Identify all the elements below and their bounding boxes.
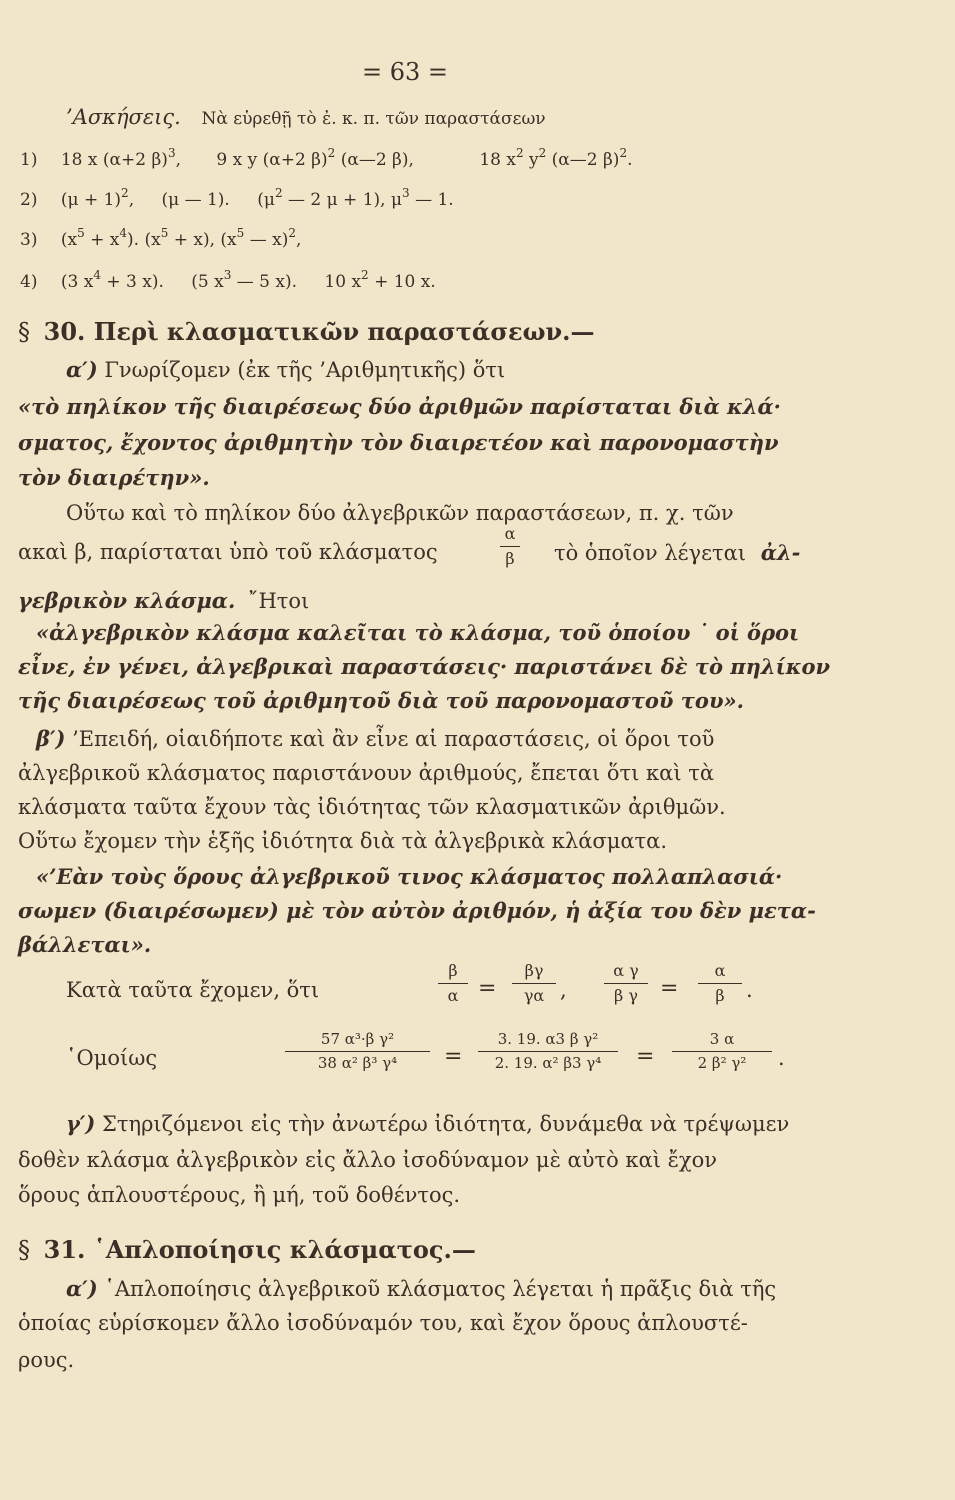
equation-1-lead: Κατὰ ταῦτα ἔχομεν, ὅτι xyxy=(66,978,320,1002)
quote-3-line-3: βάλλεται». xyxy=(18,932,152,957)
exercises-instruction: Νὰ εὑρεθῇ τὸ ἐ. κ. π. τῶν παραστάσεων xyxy=(201,109,546,129)
section-31-heading: § 31. ῾Απλοποίησις κλάσματος.— xyxy=(18,1235,476,1264)
page-number: = 63 = xyxy=(362,58,449,86)
exercise-2: 2) $(\mu + 1)^2$, (μ — 1). ($\mu^2$ — 2 μ + 1), $\mu^3$ — 1. xyxy=(20,186,454,210)
para-1-line-3: γεβρικὸν κλάσμα. ῎Ητοι xyxy=(18,588,310,613)
section-30-b-line-3: κλάσματα ταῦτα ἔχουν τὰς ἰδιότητας τῶν κλασματικῶν ἀριθμῶν. xyxy=(18,795,726,819)
section-30-c-line-3: ὅρους ἁπλουστέρους, ἢ μή, τοῦ δοθέντος. xyxy=(18,1183,461,1207)
section-30-heading: § 30. Περὶ κλασματικῶν παραστάσεων.— xyxy=(18,317,595,346)
para-1-line-2a: ακαὶ β, παρίσταται ὑπὸ τοῦ κλάσματος xyxy=(18,540,438,564)
quote-2-line-2: εἶνε, ἐν γένει, ἀλγεβρικαὶ παραστάσεις· παριστάνει δὲ τὸ πηλίκον xyxy=(18,654,831,679)
exercises-title: ’Ασκήσεις. xyxy=(66,105,181,129)
quote-3-line-2: σωμεν (διαιρέσωμεν) μὲ τὸν αὐτὸν ἀριθμόν, ἡ ἀξία του δὲν μετα- xyxy=(18,898,816,923)
fraction-alpha-beta: α β xyxy=(500,526,520,567)
quote-2-line-3: τῆς διαιρέσεως τοῦ ἀριθμητοῦ διὰ τοῦ παρονομαστοῦ του». xyxy=(18,688,744,713)
quote-3-line-1: «’Εὰν τοὺς ὅρους ἀλγεβρικοῦ τινος κλάσματος πολλαπλασιά· xyxy=(36,864,783,889)
section-30-a-line: α′) Γνωρίζομεν (ἐκ τῆς ’Αριθμητικῆς) ὅτι xyxy=(66,357,506,382)
section-30-b-line-2: ἀλγεβρικοῦ κλάσματος παριστάνουν ἀριθμούς, ἔπεται ὅτι καὶ τὰ xyxy=(18,761,715,785)
quote-1-line-2: σματος, ἔχοντος ἀριθμητὴν τὸν διαιρετέον καὶ παρονομαστὴν xyxy=(18,430,779,455)
quote-2-line-1: «ἀλγεβρικὸν κλάσμα καλεῖται τὸ κλάσμα, τοῦ ὁποίου ˙ οἱ ὅροι xyxy=(36,620,800,645)
section-30-b-line-1: β′) ’Επειδή, οἱαιδήποτε καὶ ἂν εἶνε αἱ παραστάσεις, οἱ ὅροι τοῦ xyxy=(36,726,715,751)
equation-2-lead: ῾Ομοίως xyxy=(66,1046,158,1070)
book-page: = 63 = ’Ασκήσεις. Νὰ εὑρεθῇ τὸ ἐ. κ. π. τῶν παραστάσεων 1) 18 x (α+2 β)$^3$, 9 x y (α+2 β)$^2$ (α—2 β), 18 $x^2$ $y^2$ (α—2 β)$^2$. 2) $(\mu + 1)^2$, (μ — 1). ($\mu^2$ — 2 μ + 1), $\mu^3$ — 1. 3) $(x^5 + x^4)$. $(x^5 + x)$, ($x^5$ — x)$^2$, 4) (3 $x^4 + 3$ x). (5 $x^3$ — 5 x). 10 $x^2 + 10$ x. § 30. Περὶ κλασματικῶν παραστάσεων.— α′) Γνωρίζομεν (ἐκ τῆς ’Αριθμητικῆς) ὅτι «τὸ πηλίκον τῆς διαιρέσεως δύο ἀριθμῶν παρίσταται διὰ κλά· σματος, ἔχοντος ἀριθμητὴν τὸν διαιρετέον καὶ παρονομαστὴν τὸν διαιρέτην». Οὕτω καὶ τὸ πηλίκον δύο ἀλγεβρικῶν παραστάσεων, π. χ. τῶν ακαὶ β, παρίσταται ὑπὸ τοῦ κλάσματος α β τὸ ὁποῖον λέγεται ἀλ- γεβρικὸν κλάσμα. ῎Ητοι «ἀλγεβρικὸν κλάσμα καλεῖται τὸ κλάσμα, τοῦ ὁποίου ˙ οἱ ὅροι εἶνε, ἐν γένει, ἀλγεβρικαὶ παραστάσεις· παριστάνει δὲ τὸ πηλίκον τῆς διαιρέσεως τοῦ ἀριθμητοῦ διὰ τοῦ παρονομαστοῦ του». β′) ’Επειδή, οἱαιδήποτε καὶ ἂν εἶνε αἱ παραστάσεις, οἱ ὅροι τοῦ ἀλγεβρικοῦ κλάσματος παριστάνουν ἀριθμούς, ἔπεται ὅτι καὶ τὰ κλάσματα ταῦτα ἔχουν τὰς ἰδιότητας τῶν κλασματικῶν ἀριθμῶν. Οὕτω ἔχομεν τὴν ἑξῆς ἰδιότητα διὰ τὰ ἀλγεβρικὰ κλάσματα. «’Εὰν τοὺς ὅρους ἀλγεβρικοῦ τινος κλάσματος πολλαπλασιά· σωμεν (διαιρέσωμεν) μὲ τὸν αὐτὸν ἀριθμόν, ἡ ἀξία του δὲν μετα- βάλλεται». Κατὰ ταῦτα ἔχομεν, ὅτι β α = βγ γα , α γ β γ = α β . ῾Ομοίως 57 α³·β γ² 38 α² β³ γ⁴ = 3. 19. α3 β γ² 2. 19. α² β3 γ⁴ = 3 α 2 β² γ² . γ′) Στηριζόμενοι εἰς τὴν ἀνωτέρω ἰδιότητα, δυνάμεθα νὰ τρέψωμεν δοθὲν κλάσμα ἀλγεβρικὸν εἰς ἄλλο ἰσοδύναμον μὲ αὐτὸ καὶ ἔχον ὅρους ἁπλουστέρους, ἢ μή, τοῦ δοθέντος. § 31. ῾Απλοποίησις κλάσματος.— α′) ῾Απλοποίησις ἀλγεβρικοῦ κλάσματος λέγεται ἡ πρᾶξις διὰ τῆς ὁποίας εὑρίσκομεν ἄλλο ἰσοδύναμόν του, καὶ ἔχον ὅρους ἁπλουστέ- ρους. xyxy=(18,58,831,1372)
section-30-b-line-4: Οὕτω ἔχομεν τὴν ἑξῆς ἰδιότητα διὰ τὰ ἀλγεβρικὰ κλάσματα. xyxy=(18,829,668,853)
section-31-a-line-2: ὁποίας εὑρίσκομεν ἄλλο ἰσοδύναμόν του, καὶ ἔχον ὅρους ἁπλουστέ- xyxy=(18,1311,748,1335)
section-30-c-line-2: δοθὲν κλάσμα ἀλγεβρικὸν εἰς ἄλλο ἰσοδύναμον μὲ αὐτὸ καὶ ἔχον xyxy=(18,1148,718,1172)
para-1-line-2b: τὸ ὁποῖον λέγεται ἀλ- xyxy=(554,540,801,565)
exercise-4: 4) (3 $x^4 + 3$ x). (5 $x^3$ — 5 x). 10 $x^2 + 10$ x. xyxy=(20,268,436,292)
section-31-a-line-3: ρους. xyxy=(18,1348,75,1372)
quote-1-line-1: «τὸ πηλίκον τῆς διαιρέσεως δύο ἀριθμῶν παρίσταται διὰ κλά· xyxy=(18,394,781,419)
section-30-c-line-1: γ′) Στηριζόμενοι εἰς τὴν ἀνωτέρω ἰδιότητα, δυνάμεθα νὰ τρέψωμεν xyxy=(66,1111,790,1136)
exercises-line xyxy=(66,107,546,128)
para-1-line-1: Οὕτω καὶ τὸ πηλίκον δύο ἀλγεβρικῶν παραστάσεων, π. χ. τῶν xyxy=(66,501,734,525)
section-31-a-line-1: α′) ῾Απλοποίησις ἀλγεβρικοῦ κλάσματος λέγεται ἡ πρᾶξις διὰ τῆς xyxy=(66,1276,777,1301)
exercise-3: 3) $(x^5 + x^4)$. $(x^5 + x)$, ($x^5$ — x)$^2$, xyxy=(20,226,302,250)
quote-1-line-3: τὸν διαιρέτην». xyxy=(18,465,210,490)
exercise-1: 1) 18 x (α+2 β)$^3$, 9 x y (α+2 β)$^2$ (α—2 β), 18 $x^2$ $y^2$ (α—2 β)$^2$. xyxy=(20,146,633,170)
